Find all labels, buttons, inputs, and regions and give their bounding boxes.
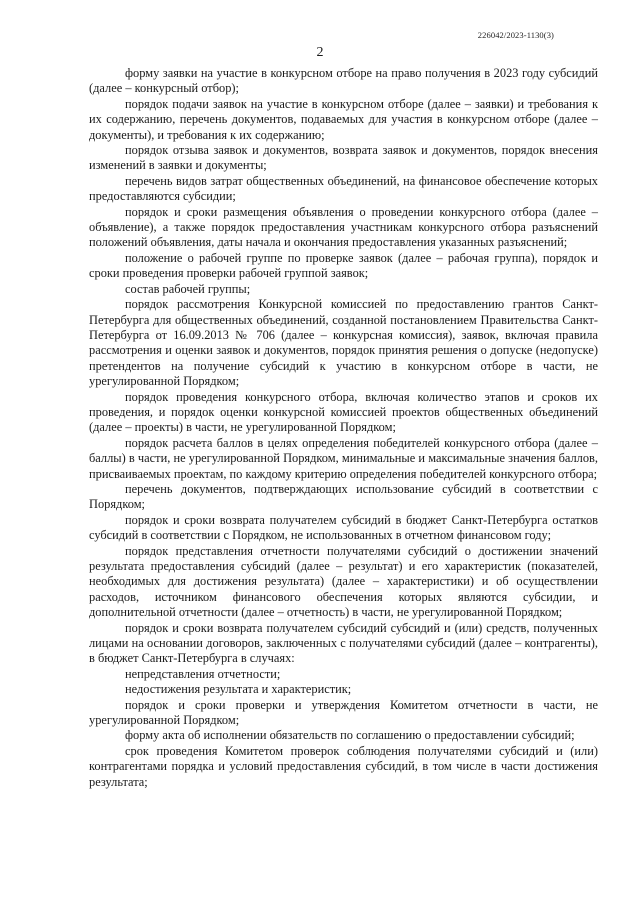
paragraph: состав рабочей группы; — [125, 281, 251, 296]
paragraph: порядок и сроки возврата получателем субсидий в бюджет Санкт-Петербурга остатков субсидий в соответствии с Порядком, не использованных в отчетном финансовом году; — [89, 512, 598, 543]
paragraph: порядок подачи заявок на участие в конкурсном отборе (далее – заявки) и требования к их содержанию, перечень документов, подаваемых для участия в конкурсном отборе (далее – документы), и требования к их содержанию; — [89, 96, 598, 142]
paragraph: срок проведения Комитетом проверок соблюдения получателями субсидий и (или) контрагентами порядка и условий предоставления субсидий, в том числе в части достижения результата; — [89, 743, 598, 789]
paragraph: форму заявки на участие в конкурсном отборе на право получения в 2023 году субсидий (далее – конкурсный отбор); — [89, 66, 598, 96]
paragraph: порядок проведения конкурсного отбора, включая количество этапов и сроков их проведения, и порядок оценки конкурсной комиссией проектов общественных объединений (далее – проекты) в части, не урегулированной Порядком; — [89, 389, 598, 435]
paragraph: перечень документов, подтверждающих использование субсидий в соответствии с Порядком; — [89, 481, 598, 512]
paragraph: непредставления отчетности; — [125, 666, 281, 681]
document-registration-number: 226042/2023-1130(3) — [477, 30, 554, 40]
paragraph: порядок отзыва заявок и документов, возврата заявок и документов, порядок внесения изменений в заявки и документы; — [89, 143, 598, 173]
paragraph: положение о рабочей группе по проверке заявок (далее – рабочая группа), порядок и сроки проведения проверки рабочей группой заявок; — [89, 250, 598, 281]
paragraph: порядок и сроки проверки и утверждения Комитетом отчетности в части, не урегулированной Порядком; — [89, 697, 598, 728]
document-body — [89, 66, 598, 790]
paragraph: порядок расчета баллов в целях определения победителей конкурсного отбора (далее – баллы) в части, не урегулированной Порядком, минимальные и максимальные значения баллов, присваиваемых проектам, по каждому критерию определения победителей конкурсного отбора; — [89, 435, 598, 481]
paragraph: перечень видов затрат общественных объединений, на финансовое обеспечение которых предоставляются субсидии; — [89, 173, 598, 204]
paragraph: порядок и сроки возврата получателем субсидий субсидий и (или) средств, полученных лицами на основании договоров, заключенных с получателями субсидий (далее – контрагенты), в бюджет Санкт-Петербурга в случаях: — [89, 620, 598, 666]
paragraph: порядок рассмотрения Конкурсной комиссией по предоставлению грантов Санкт-Петербурга для общественных объединений, созданной постановлением Правительства Санкт-Петербурга от 16.09.2013 № 706 (далее – конкурсная комиссия), заявок, включая правила рассмотрения и оценки заявок и документов, порядок принятия решения о допуске (недопуске) претендентов на получение субсидий к участию в конкурсном отборе в части, не урегулированной Порядком; — [89, 297, 598, 389]
paragraph: порядок представления отчетности получателями субсидий о достижении значений результата предоставления субсидий (далее – результат) и его характеристик (показателей, необходимых для достижения результата) (далее – характеристики) и об осуществлении расходов, источником финансового обеспечения которых являются субсидии, и дополнительной отчетности (далее – отчетность) в части, не урегулированной Порядком; — [89, 543, 598, 620]
page-number: 2 — [316, 45, 324, 60]
paragraph: порядок и сроки размещения объявления о проведении конкурсного отбора (далее – объявление), а также порядок предоставления участникам конкурсного отбора разъяснений положений объявления, даты начала и окончания предоставления указанных разъяснений; — [89, 204, 598, 250]
paragraph: недостижения результата и характеристик; — [125, 682, 352, 697]
paragraph: форму акта об исполнении обязательств по соглашению о предоставлении субсидий; — [125, 728, 575, 743]
